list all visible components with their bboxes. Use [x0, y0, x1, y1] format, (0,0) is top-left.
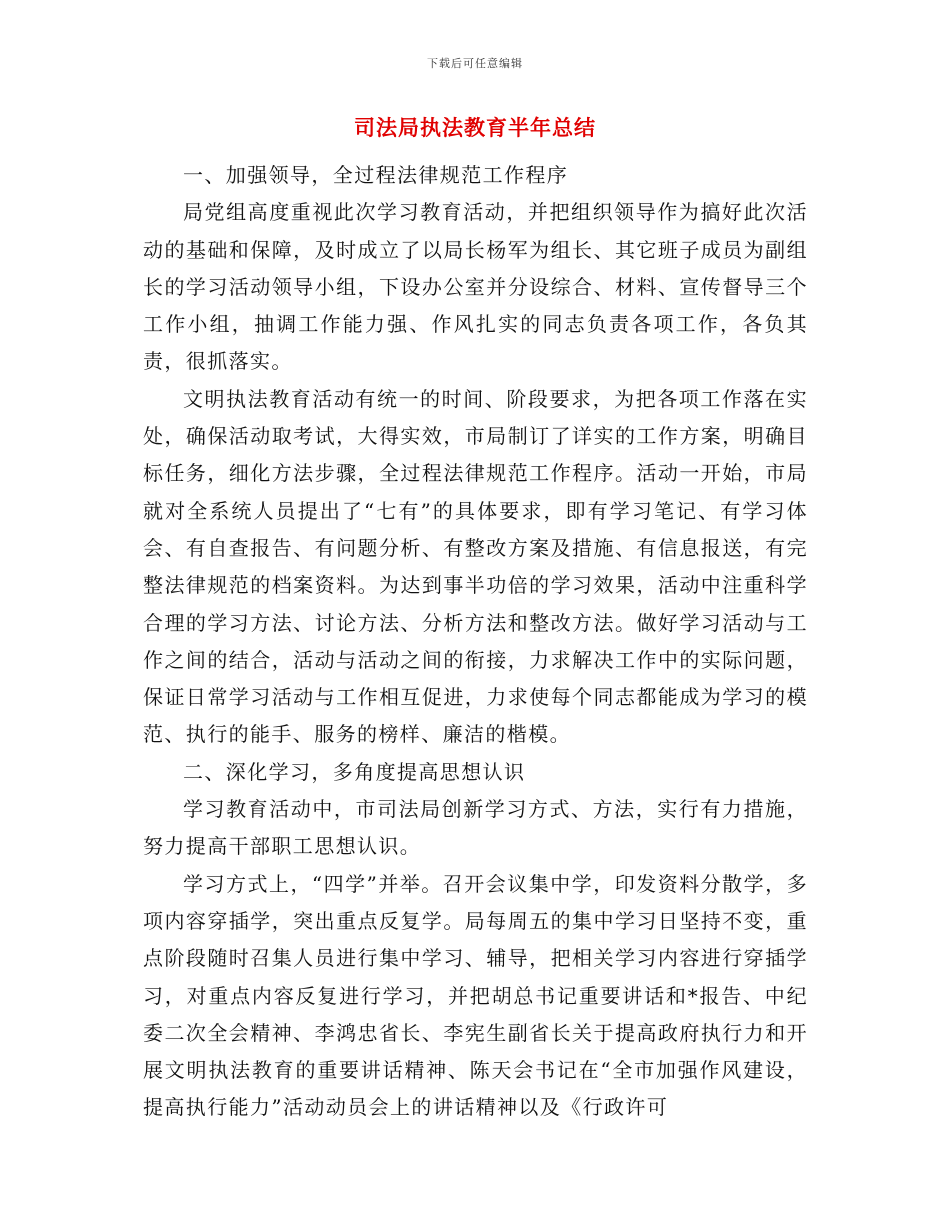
body-paragraph: 局党组高度重视此次学习教育活动，并把组织领导作为搞好此次活动的基础和保障，及时成立了以局长杨军为组长、其它班子成员为副组长的学习活动领导小组，下设办公室并分设综合、材料、宣传督导三个工作小组，抽调工作能力强、作风扎实的同志负责各项工作，各负其责，很抓落实。	[143, 200, 808, 374]
section-heading-1: 一、加强领导，全过程法律规范工作程序	[183, 163, 569, 187]
section-heading-2: 二、深化学习，多角度提高思想认识	[183, 759, 526, 784]
body-paragraph: 学习方式上，“四学”并举。召开会议集中学，印发资料分散学，多项内容穿插学，突出重点反复学。局每周五的集中学习日坚持不变，重点阶段随时召集人员进行集中学习、辅导，把相关学习内容进行穿插学习，对重点内容反复进行学习，并把胡总书记重要讲话和*报告、中纪委二次全会精神、李鸿忠省长、李宪生副省长关于提高政府执行力和开展文明执法教育的重要讲话精神、陈天会书记在“全市加强作风建设，提高执行能力”活动动员会上的讲话精神以及《行政许可	[143, 871, 808, 1120]
body-paragraph: 学习教育活动中，市司法局创新学习方式、方法，实行有力措施，努力提高干部职工思想认识。	[143, 797, 808, 859]
header-note: 下载后可任意编辑	[427, 57, 523, 70]
body-paragraph: 文明执法教育活动有统一的时间、阶段要求，为把各项工作落在实处，确保活动取考试，大得实效，市局制订了详实的工作方案，明确目标任务，细化方法步骤，全过程法律规范工作程序。活动一开始，市局就对全系统人员提出了“七有”的具体要求，即有学习笔记、有学习体会、有自查报告、有问题分析、有整改方案及措施、有信息报送，有完整法律规范的档案资料。为达到事半功倍的学习效果，活动中注重科学合理的学习方法、讨论方法、分析方法和整改方法。做好学习活动与工作之间的结合，活动与活动之间的衔接，力求解决工作中的实际问题，保证日常学习活动与工作相互促进，力求使每个同志都能成为学习的模范、执行的能手、服务的榜样、廉洁的楷模。	[143, 386, 808, 747]
document-title: 司法局执法教育半年总结	[354, 116, 596, 140]
document-body	[143, 157, 808, 1127]
